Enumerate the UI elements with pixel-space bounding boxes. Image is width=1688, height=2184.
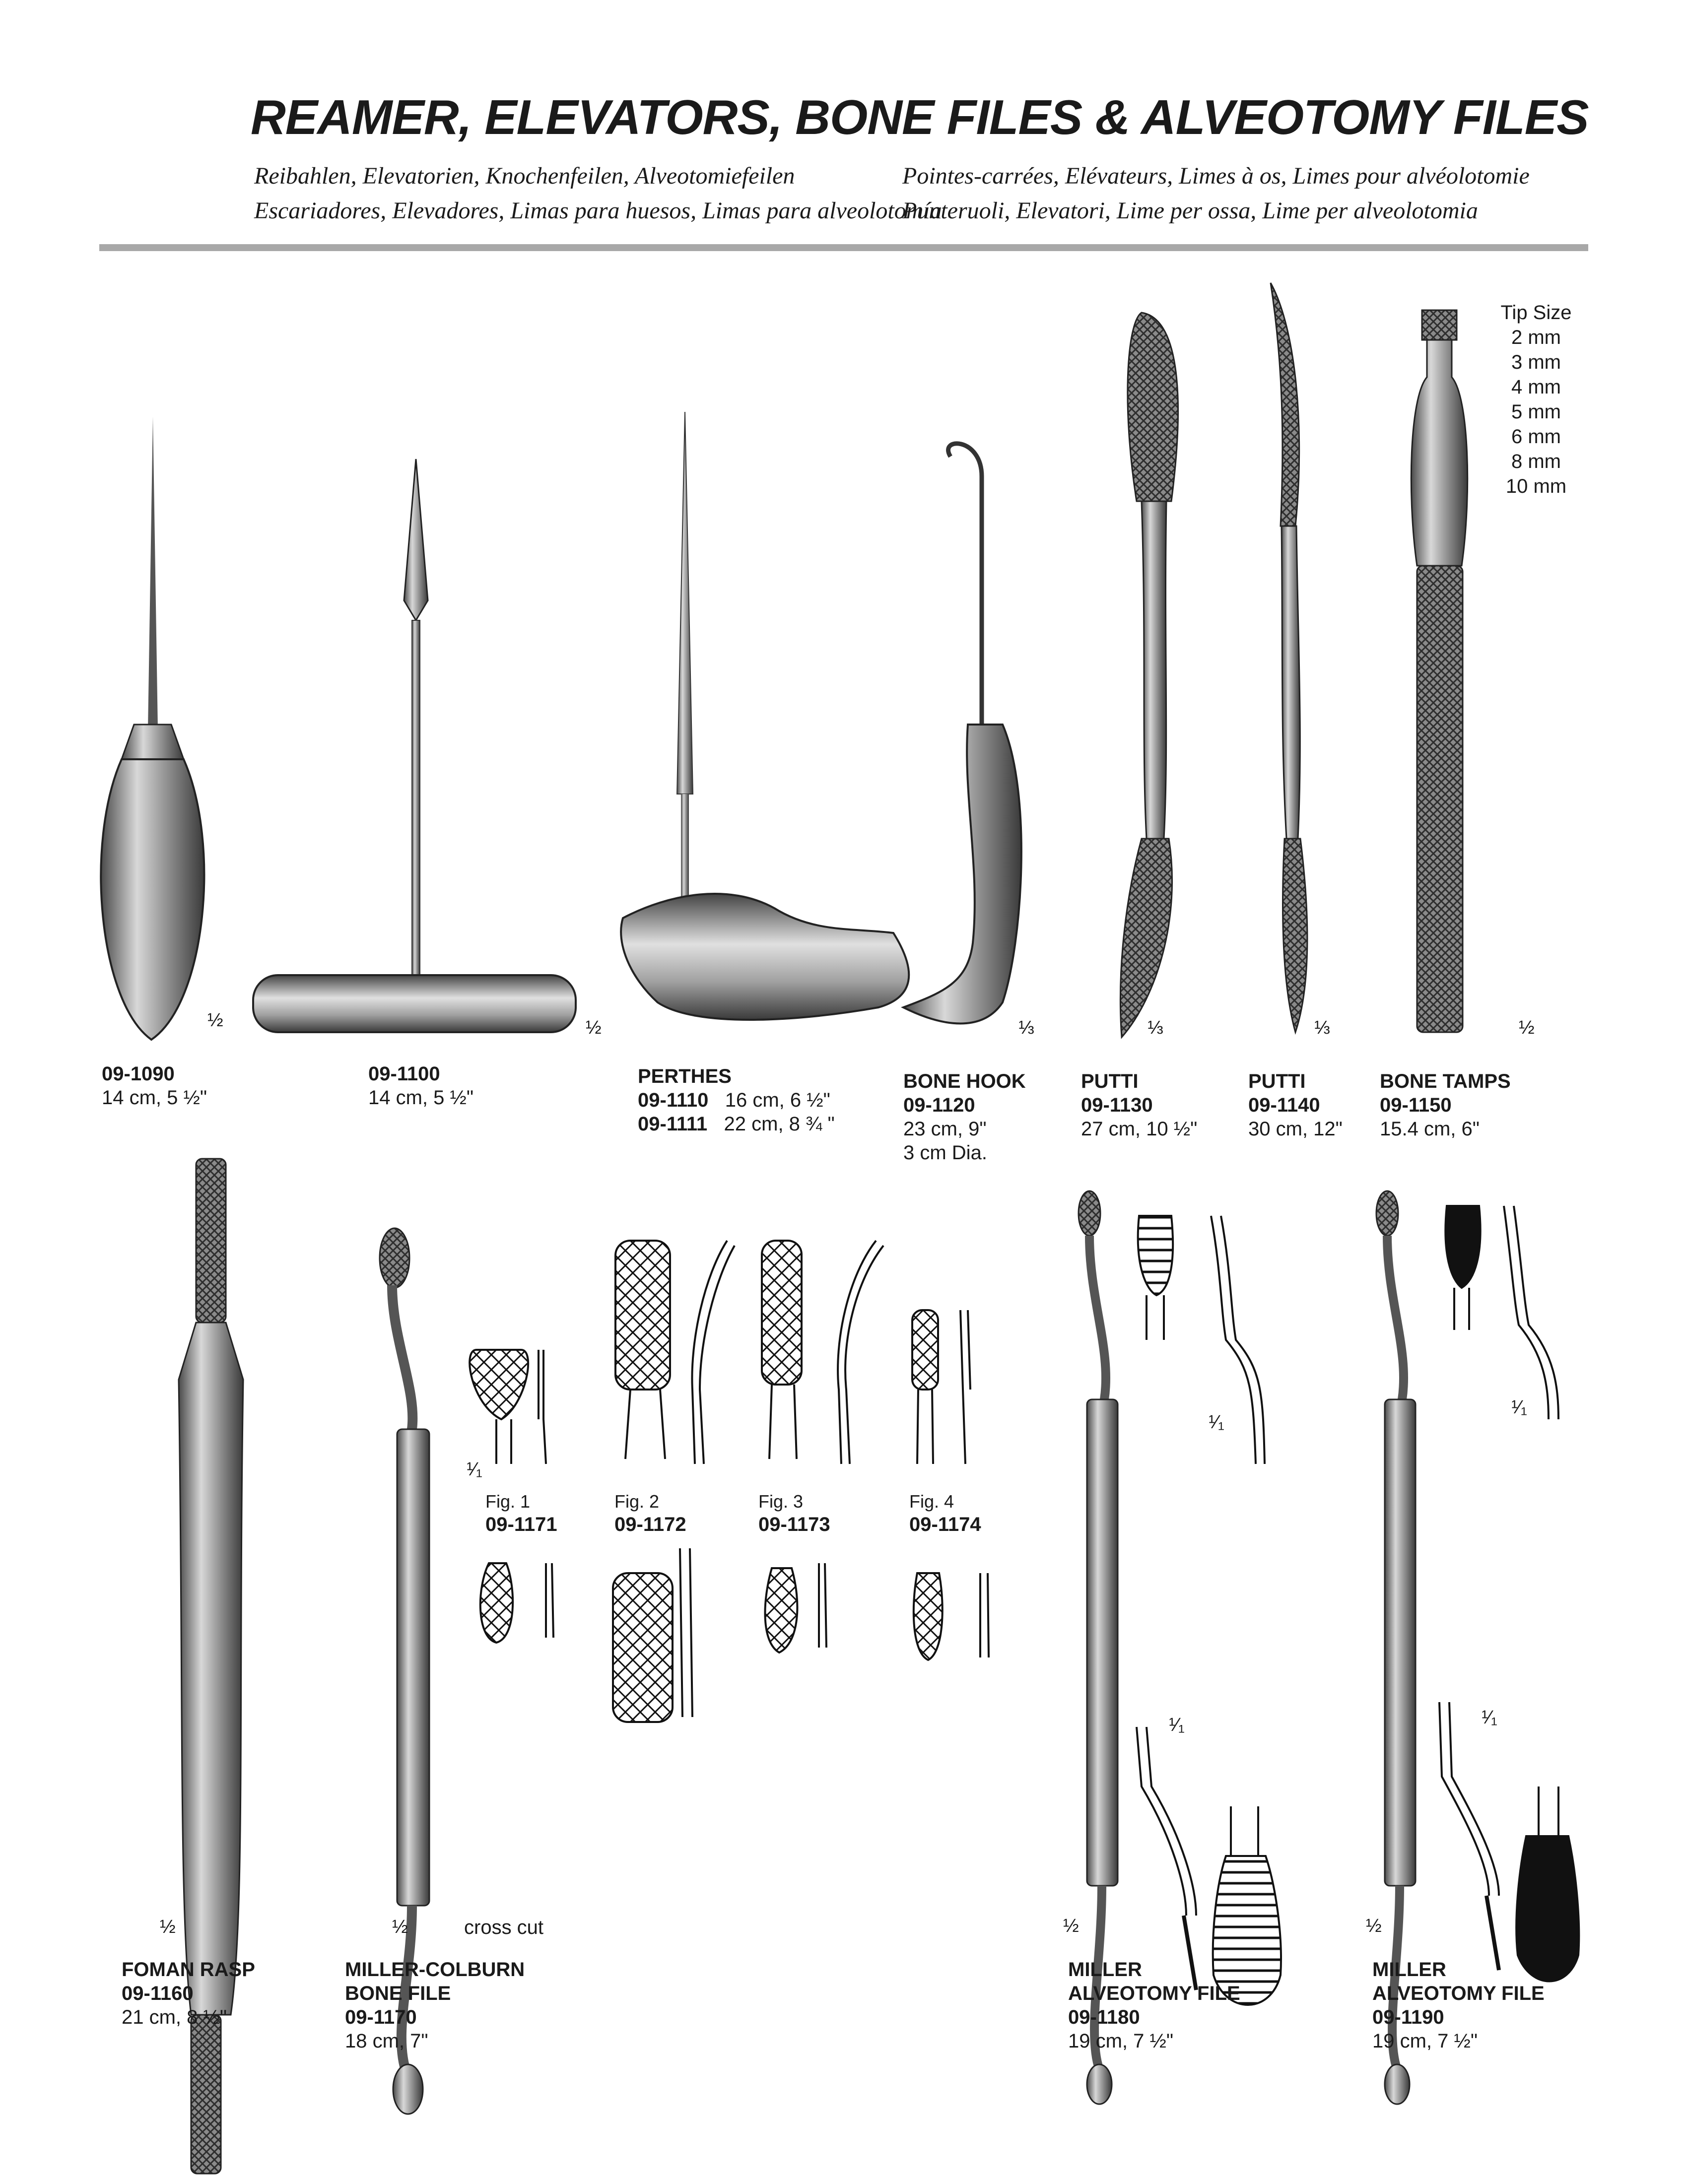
product-caption-perthes [638, 1064, 835, 1136]
product-code: 09-1150 [1380, 1094, 1452, 1116]
product-name: PUTTI [1248, 1070, 1306, 1092]
product-code: 09-1120 [903, 1094, 975, 1116]
figure-label: Fig. 4 [909, 1491, 954, 1512]
product-name-line2: BONE FILE [345, 1983, 451, 2004]
detail-scale-label: ¹⁄₁ [467, 1459, 482, 1480]
figure-code: 09-1171 [485, 1514, 557, 1535]
product-diameter: 3 cm Dia. [903, 1142, 987, 1164]
product-size: 16 cm, 6 ½" [725, 1089, 830, 1111]
figure-label: Fig. 1 [485, 1491, 531, 1512]
figure-details [470, 1241, 989, 1722]
product-caption-miller-1190 [1372, 1958, 1545, 2053]
subtitle-german: Reibahlen, Elevatorien, Knochenfeilen, Alveotomiefeilen [254, 163, 795, 189]
tip-size-item: 8 mm [1511, 451, 1561, 472]
scale-label: ½ [207, 1010, 223, 1031]
tip-size-item: 5 mm [1511, 401, 1561, 423]
product-caption-bone-hook [903, 1069, 1026, 1165]
product-size: 15.4 cm, 6" [1380, 1118, 1480, 1140]
product-code: 09-1170 [345, 2006, 417, 2028]
product-caption-bone-tamps [1380, 1069, 1511, 1141]
reamer-1100-drawing [253, 459, 576, 1032]
figure-code: 09-1173 [758, 1514, 830, 1535]
product-caption-1100 [368, 1062, 473, 1110]
scale-label: ½ [586, 1017, 602, 1038]
product-name: FOMAN RASP [122, 1959, 255, 1981]
product-name: BONE TAMPS [1380, 1070, 1511, 1092]
product-size: 21 cm, 8 ½" [122, 2006, 227, 2028]
tip-size-item: 4 mm [1511, 376, 1561, 398]
product-name: MILLER [1372, 1959, 1446, 1981]
scale-label: ⅓ [1314, 1017, 1330, 1038]
product-size: 14 cm, 5 ½" [102, 1087, 207, 1109]
cross-cut-label: cross cut [464, 1917, 544, 1938]
figure-code: 09-1174 [909, 1514, 981, 1535]
tip-size-item: 10 mm [1505, 475, 1567, 497]
product-name: PERTHES [638, 1065, 732, 1087]
putti-1130-drawing [1120, 313, 1178, 1037]
scale-label: ½ [392, 1917, 408, 1937]
product-code: 09-1111 [638, 1113, 708, 1135]
bone-hook-drawing [903, 444, 1021, 1024]
product-name-line2: ALVEOTOMY FILE [1068, 1983, 1240, 2004]
scale-label: ½ [1366, 1916, 1382, 1936]
product-name: MILLER [1068, 1959, 1142, 1981]
scale-label: ½ [1063, 1916, 1079, 1936]
product-caption-foman-rasp [122, 1958, 255, 2029]
detail-scale-label: ¹⁄₁ [1209, 1412, 1224, 1433]
scale-label: ½ [1519, 1017, 1535, 1038]
product-code: 09-1100 [368, 1063, 440, 1085]
product-code: 09-1180 [1068, 2006, 1140, 2028]
tip-size-list [1496, 300, 1576, 499]
product-caption-miller-colburn [345, 1958, 525, 2053]
reamer-1090-drawing [101, 417, 204, 1040]
product-size: 14 cm, 5 ½" [368, 1087, 474, 1109]
figure-code: 09-1172 [614, 1514, 686, 1535]
subtitle-italian: Punteruoli, Elevatori, Lime per ossa, Lime per alveolotomia [902, 198, 1478, 224]
product-name-line2: ALVEOTOMY FILE [1372, 1983, 1545, 2004]
product-size: 30 cm, 12" [1248, 1118, 1343, 1140]
product-caption-1090 [102, 1062, 207, 1110]
product-name: BONE HOOK [903, 1070, 1026, 1092]
product-code: 09-1160 [122, 1983, 194, 2004]
tip-size-label: Tip Size [1500, 302, 1572, 324]
product-size: 23 cm, 9" [903, 1118, 987, 1140]
product-code: 09-1090 [102, 1063, 175, 1085]
product-name: PUTTI [1081, 1070, 1139, 1092]
product-size: 19 cm, 7 ½" [1068, 2030, 1174, 2052]
tip-size-item: 3 mm [1511, 351, 1561, 373]
detail-scale-label: ¹⁄₁ [1169, 1715, 1185, 1735]
figure-label: Fig. 3 [758, 1491, 804, 1512]
detail-scale-label: ¹⁄₁ [1482, 1707, 1497, 1728]
product-caption-putti-1130 [1081, 1069, 1197, 1141]
tip-size-item: 2 mm [1511, 327, 1561, 348]
product-size: 19 cm, 7 ½" [1372, 2030, 1478, 2052]
page-title: REAMER, ELEVATORS, BONE FILES & ALVEOTOMY FILES [251, 90, 1589, 144]
scale-label: ⅓ [1148, 1017, 1163, 1038]
product-caption-putti-1140 [1248, 1069, 1343, 1141]
subtitle-spanish: Escariadores, Elevadores, Limas para huesos, Limas para alveolotomía [254, 198, 942, 224]
product-code: 09-1130 [1081, 1094, 1153, 1116]
detail-scale-label: ¹⁄₁ [1511, 1397, 1527, 1418]
product-name: MILLER-COLBURN [345, 1959, 525, 1981]
figure-label: Fig. 2 [614, 1491, 660, 1512]
subtitle-french: Pointes-carrées, Elévateurs, Limes à os, Limes pour alvéolotomie [902, 163, 1530, 189]
bone-tamps-drawing [1411, 310, 1467, 1032]
product-size: 18 cm, 7" [345, 2030, 428, 2052]
perthes-drawing [621, 412, 909, 1020]
putti-1140-drawing [1271, 283, 1307, 1032]
product-caption-miller-1180 [1068, 1958, 1240, 2053]
tip-size-item: 6 mm [1511, 426, 1561, 448]
scale-label: ⅓ [1018, 1017, 1034, 1038]
product-code: 09-1190 [1372, 2006, 1444, 2028]
product-size: 22 cm, 8 ¾ " [724, 1113, 835, 1135]
product-code: 09-1140 [1248, 1094, 1320, 1116]
scale-label: ½ [160, 1917, 176, 1937]
product-size: 27 cm, 10 ½" [1081, 1118, 1198, 1140]
product-code: 09-1110 [638, 1089, 709, 1111]
